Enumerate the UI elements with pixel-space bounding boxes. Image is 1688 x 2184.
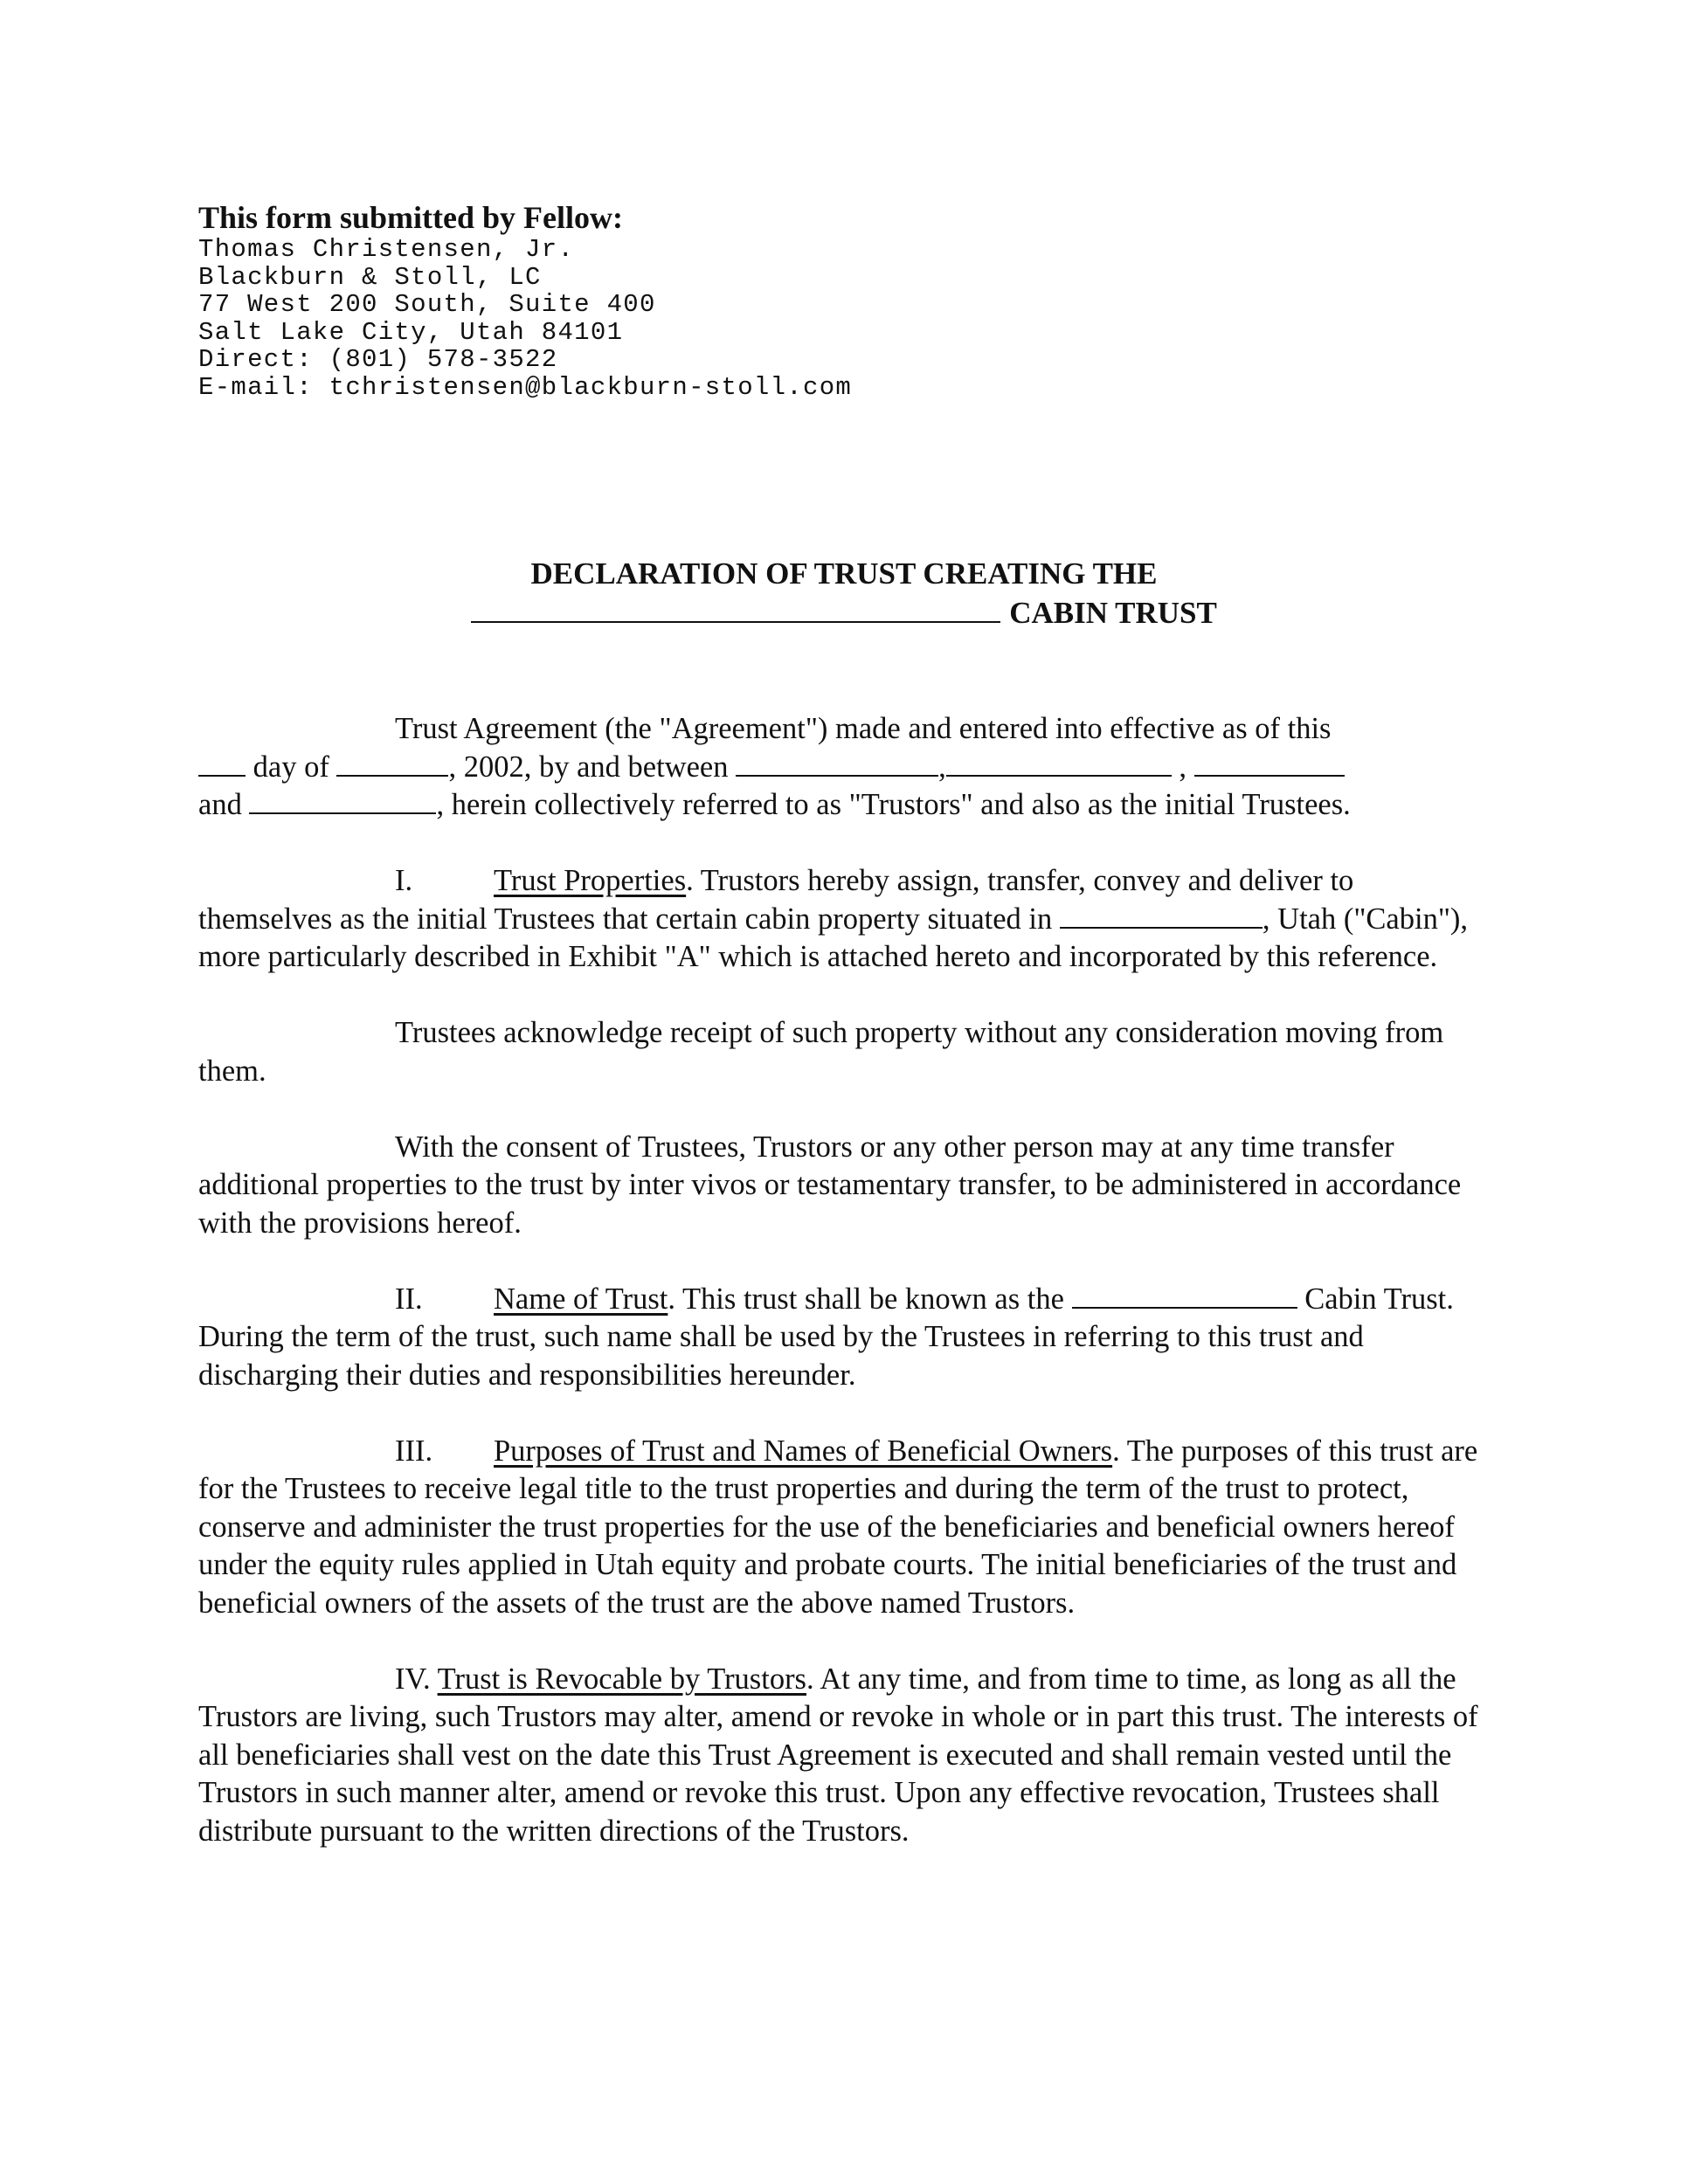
intro-day-of: day of xyxy=(246,750,337,784)
section-4-heading: Trust is Revocable by Trustors xyxy=(437,1662,806,1696)
submitter-direct-phone: Direct: (801) 578-3522 xyxy=(198,345,558,374)
section-3-number: III. xyxy=(395,1434,433,1468)
title-line-1: DECLARATION OF TRUST CREATING THE xyxy=(530,556,1158,591)
section-3-heading: Purposes of Trust and Names of Beneficial Owners xyxy=(494,1434,1113,1468)
section-1-number: I. xyxy=(395,864,413,897)
submitter-name: Thomas Christensen, Jr. xyxy=(198,235,575,264)
title-line-2 xyxy=(198,593,1490,632)
cabin-name-blank xyxy=(1072,1282,1297,1309)
acknowledge-paragraph xyxy=(198,1014,1490,1090)
section-1-text-a: . Trustors hereby assign, transfer, convey and deliver to themselves as the initial Trustees that certain cabin property situated in xyxy=(198,864,1354,936)
section-3 xyxy=(198,1433,1490,1623)
section-2-text-a: . This trust shall be known as the xyxy=(668,1282,1072,1316)
submitter-address-line2: Salt Lake City, Utah 84101 xyxy=(198,317,624,347)
consent-text: With the consent of Trustees, Trustors or any other person may at any time transfer additional properties to the trust by inter vivos or testamentary transfer, to be administered in accordance with the provisions hereof. xyxy=(198,1130,1462,1240)
acknowledge-text: Trustees acknowledge receipt of such property without any consideration moving from them. xyxy=(198,1016,1444,1088)
submitter-block xyxy=(198,199,1159,401)
trustor-blank-4 xyxy=(249,788,436,814)
submitter-address-line1: 77 West 200 South, Suite 400 xyxy=(198,290,656,319)
section-4-text: . At any time, and from time to time, as long as all the Trustors are living, such Trustors may alter, amend or revoke in whole or in part this trust. The interests of all beneficiaries shall vest on the date this Trust Agreement is executed and shall remain vested until the Trustors in such manner alter, amend or revoke this trust. Upon any effective revocation, Trustees shall distribute pursuant to the written directions of the Trustors. xyxy=(198,1662,1478,1848)
section-1-text-b: , Utah ("Cabin"), more particularly described in Exhibit "A" which is attached hereto and incorporated by this reference. xyxy=(198,902,1469,973)
section-2-heading: Name of Trust xyxy=(494,1282,668,1316)
trust-name-blank xyxy=(471,595,1000,623)
intro-comma: , xyxy=(938,750,946,784)
section-1-heading: Trust Properties xyxy=(494,864,687,897)
section-4 xyxy=(198,1661,1490,1851)
intro-comma-spaced: , xyxy=(1171,750,1194,784)
intro-text-1: Trust Agreement (the "Agreement") made and entered into effective as of this xyxy=(395,712,1332,745)
submitter-email: E-mail: tchristensen@blackburn-stoll.com xyxy=(198,372,853,402)
section-4-number: IV. xyxy=(395,1662,431,1696)
intro-paragraph xyxy=(198,710,1490,825)
day-blank xyxy=(198,750,246,777)
trustor-blank-3 xyxy=(1194,750,1345,777)
trustor-blank-2 xyxy=(946,750,1172,777)
trustor-blank-1 xyxy=(736,750,938,777)
section-3-text: . The purposes of this trust are for the Trustees to receive legal title to the trust properties and during the term of the trust to protect, conserve and administer the trust properties for the use of the beneficiaries and beneficial owners hereof under the equity rules applied in Utah equity and probate courts. The initial beneficiaries of the trust and beneficial owners of the assets of the trust are the above named Trustors. xyxy=(198,1434,1478,1620)
document-body xyxy=(198,710,1490,1889)
submitter-heading: This form submitted by Fellow: xyxy=(198,200,623,235)
document-title xyxy=(198,554,1490,632)
section-2-text-b: Cabin Trust. During the term of the trust, such name shall be used by the Trustees in referring to this trust and discharging their duties and responsibilities hereunder. xyxy=(198,1282,1454,1392)
intro-year-between: , 2002, by and between xyxy=(448,750,737,784)
intro-rest: , herein collectively referred to as "Trustors" and also as the initial Trustees. xyxy=(436,788,1351,821)
submitter-firm: Blackburn & Stoll, LC xyxy=(198,262,542,292)
section-1 xyxy=(198,862,1490,977)
title-line-2-text: CABIN TRUST xyxy=(1009,596,1217,630)
consent-paragraph xyxy=(198,1129,1490,1243)
intro-and: and xyxy=(198,788,250,821)
county-blank xyxy=(1060,902,1263,929)
month-blank xyxy=(336,750,448,777)
section-2 xyxy=(198,1281,1490,1395)
section-2-number: II. xyxy=(395,1282,423,1316)
